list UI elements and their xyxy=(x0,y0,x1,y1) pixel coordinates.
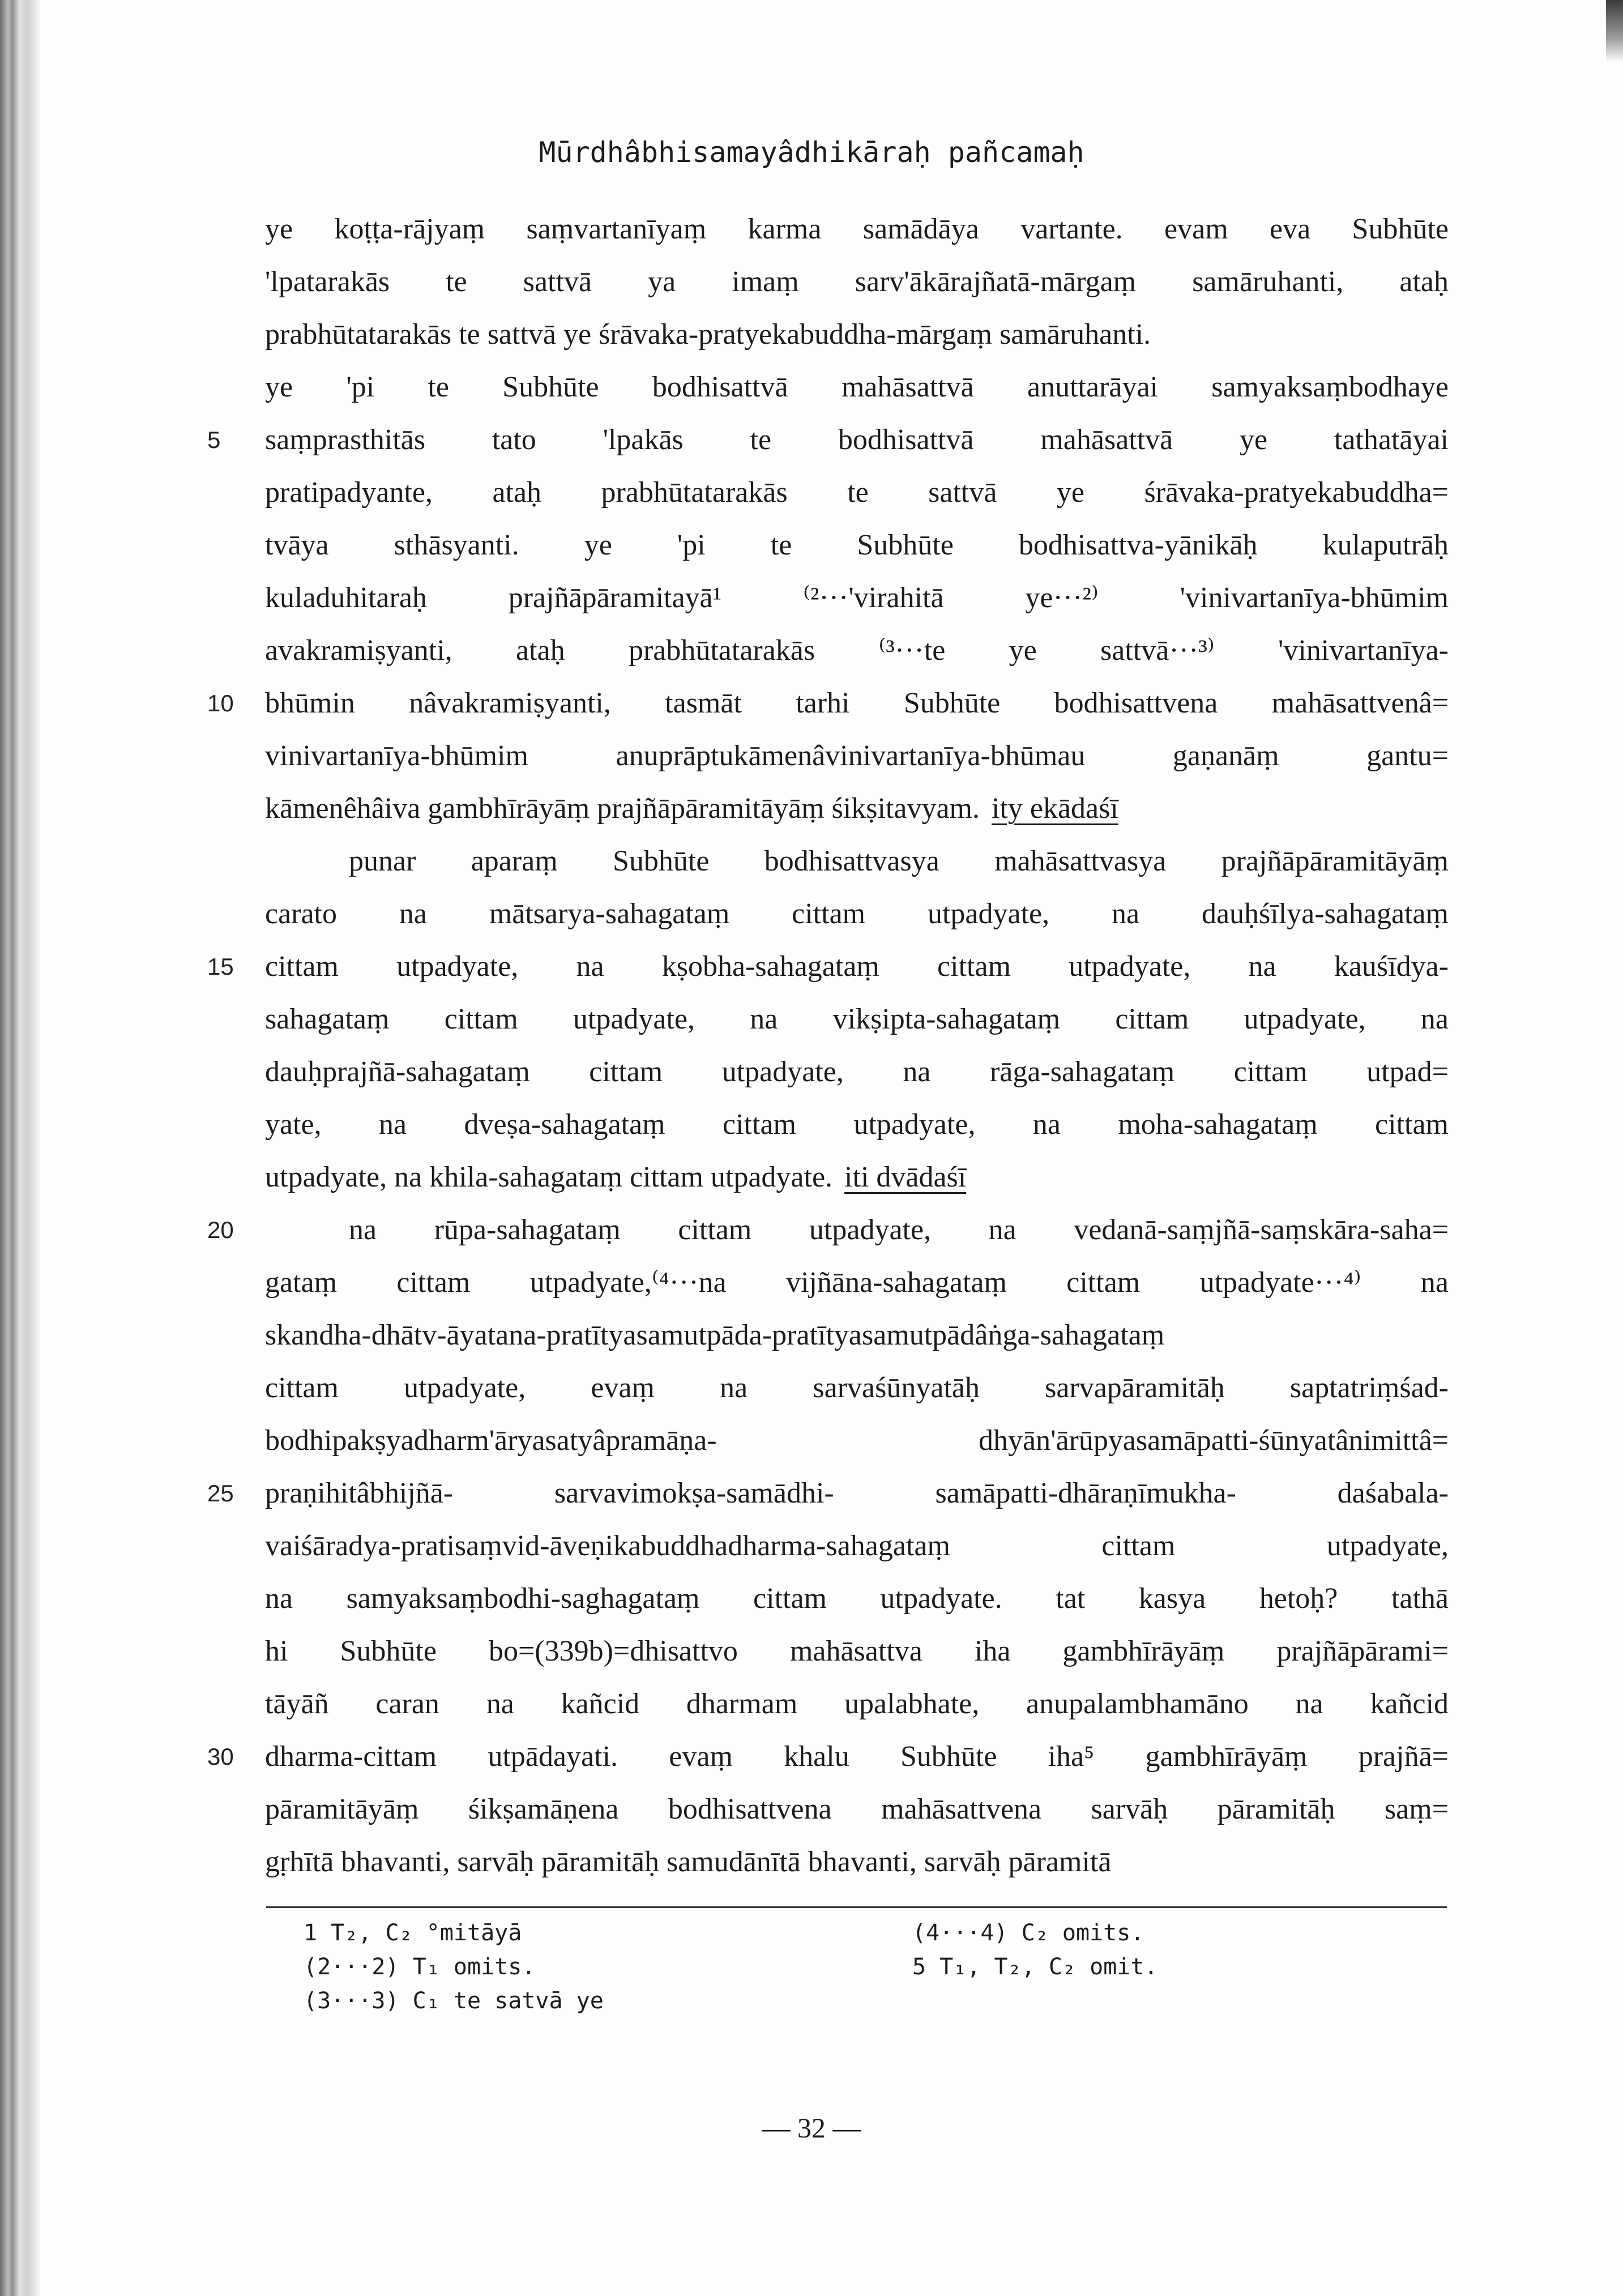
text-line xyxy=(265,993,1449,1045)
line-text: tāyāñ caran na kañcid dharmam upalabhate, anupalambhamāno na kañcid xyxy=(265,1688,1449,1720)
text-line xyxy=(207,1204,1449,1256)
line-text: hi Subhūte bo=(339b)=dhisattvo mahāsattva iha gambhīrāyāṃ prajñāpārami= xyxy=(265,1635,1449,1667)
text-line xyxy=(265,203,1449,255)
line-text: kāmenêhâiva gambhīrāyāṃ prajñāpāramitāyāṃ śikṣitavyam. xyxy=(265,792,980,825)
scan-corner-mark xyxy=(1606,0,1623,62)
text-line xyxy=(265,1309,1449,1362)
line-text: gataṃ cittam utpadyate,⁽⁴···na vijñāna-sahagataṃ cittam utpadyate···⁴⁾ na xyxy=(265,1266,1449,1299)
text-line xyxy=(265,1151,1449,1204)
body-text xyxy=(207,203,1449,1888)
text-line xyxy=(265,1098,1449,1151)
line-number: 30 xyxy=(207,1743,234,1770)
line-text: carato na mātsarya-sahagataṃ cittam utpadyate, na dauḥśīlya-sahagataṃ xyxy=(265,898,1449,930)
text-line xyxy=(265,1678,1449,1730)
text-line xyxy=(265,361,1449,413)
text-line xyxy=(265,1520,1449,1572)
line-text: bodhipakṣyadharm'āryasatyâpramāṇa- dhyān'ārūpyasamāpatti-śūnyatânimittâ= xyxy=(265,1424,1449,1457)
line-number: 15 xyxy=(207,953,234,980)
line-text: na samyaksaṃbodhi-saghagataṃ cittam utpadyate. tat kasya hetoḥ? tathā xyxy=(265,1582,1449,1615)
line-text: ye 'pi te Subhūte bodhisattvā mahāsattvā anuttarāyai samyaksaṃbodhaye xyxy=(265,371,1449,403)
line-text: avakramiṣyanti, ataḥ prabhūtatarakās ⁽³···te ye sattvā···³⁾ 'vinivartanīya- xyxy=(265,634,1449,667)
line-number: 20 xyxy=(207,1217,234,1243)
text-line xyxy=(265,571,1449,624)
text-line xyxy=(265,782,1449,835)
text-line xyxy=(265,887,1449,940)
text-line xyxy=(207,940,1449,993)
line-text: pratipadyante, ataḥ prabhūtatarakās te sattvā ye śrāvaka-pratyekabuddha= xyxy=(265,476,1449,509)
line-text: kuladuhitaraḥ prajñāpāramitayā¹ ⁽²···'virahitā ye···²⁾ 'vinivartanīya-bhūmim xyxy=(265,582,1449,614)
scan-binding-edge xyxy=(0,0,40,2296)
line-text: 'lpatarakās te sattvā ya imaṃ sarv'ākārajñatā-mārgaṃ samāruhanti, ataḥ xyxy=(265,266,1449,298)
line-text: na rūpa-sahagataṃ cittam utpadyate, na vedanā-saṃjñā-saṃskāra-saha= xyxy=(349,1214,1449,1246)
text-line xyxy=(265,1625,1449,1678)
line-number: 5 xyxy=(207,426,221,453)
text-line xyxy=(207,1467,1449,1520)
text-line xyxy=(265,729,1449,782)
text-line xyxy=(265,519,1449,571)
text-line xyxy=(265,1362,1449,1414)
footnote-5: 5 T₁, T₂, C₂ omit. xyxy=(912,1954,1158,1980)
text-line xyxy=(265,308,1449,361)
footnote-3: (3···3) C₁ te satvā ye xyxy=(304,1988,604,2014)
section-marker: iti dvādaśī xyxy=(844,1161,967,1193)
line-text: vinivartanīya-bhūmim anuprāptukāmenâvinivartanīya-bhūmau gaṇanāṃ gantu= xyxy=(265,740,1449,772)
running-head: Mūrdhâbhisamayâdhikāraḥ pañcamaḥ xyxy=(539,136,1084,169)
text-line xyxy=(265,835,1449,887)
line-text: utpadyate, na khila-sahagataṃ cittam utpadyate. xyxy=(265,1161,833,1193)
text-line xyxy=(265,1256,1449,1309)
line-text: dharma-cittam utpādayati. evaṃ khalu Subhūte iha⁵ gambhīrāyāṃ prajñā= xyxy=(265,1740,1449,1773)
line-text: skandha-dhātv-āyatana-pratītyasamutpāda-pratītyasamutpādâṅga-sahagataṃ xyxy=(265,1319,1165,1351)
page-number: — 32 — xyxy=(762,2112,861,2144)
text-line xyxy=(265,255,1449,308)
footnote-2: (2···2) T₁ omits. xyxy=(304,1954,536,1980)
text-line xyxy=(265,624,1449,677)
line-text: ye koṭṭa-rājyaṃ saṃvartanīyaṃ karma samādāya vartante. evam eva Subhūte xyxy=(265,213,1449,245)
text-line xyxy=(265,1783,1449,1836)
footnote-1: 1 T₂, C₂ °mitāyā xyxy=(304,1920,522,1946)
text-line xyxy=(265,1572,1449,1625)
line-text: pāramitāyāṃ śikṣamāṇena bodhisattvena mahāsattvena sarvāḥ pāramitāḥ saṃ= xyxy=(265,1793,1449,1825)
line-text: tvāya sthāsyanti. ye 'pi te Subhūte bodhisattva-yānikāḥ kulaputrāḥ xyxy=(265,529,1449,561)
footnote-rule xyxy=(266,1906,1447,1908)
line-text: vaiśāradya-pratisaṃvid-āveṇikabuddhadharma-sahagataṃ cittam utpadyate, xyxy=(265,1530,1449,1562)
line-text: bhūmin nâvakramiṣyanti, tasmāt tarhi Subhūte bodhisattvena mahāsattvenâ= xyxy=(265,687,1449,719)
line-text: praṇihitâbhijñā- sarvavimokṣa-samādhi- samāpatti-dhāraṇīmukha- daśabala- xyxy=(265,1477,1449,1509)
text-line xyxy=(265,1836,1449,1888)
line-text: sahagataṃ cittam utpadyate, na vikṣipta-sahagataṃ cittam utpadyate, na xyxy=(265,1003,1449,1035)
line-text: gṛhītā bhavanti, sarvāḥ pāramitāḥ samudānītā bhavanti, sarvāḥ pāramitā xyxy=(265,1846,1112,1878)
line-text: cittam utpadyate, evaṃ na sarvaśūnyatāḥ sarvapāramitāḥ saptatriṃśad- xyxy=(265,1372,1449,1404)
text-line xyxy=(207,1730,1449,1783)
footnote-4: (4···4) C₂ omits. xyxy=(912,1920,1144,1946)
line-text: dauḥprajñā-sahagataṃ cittam utpadyate, na rāga-sahagataṃ cittam utpad= xyxy=(265,1056,1449,1088)
line-text: yate, na dveṣa-sahagataṃ cittam utpadyate, na moha-sahagataṃ cittam xyxy=(265,1108,1449,1141)
line-text: prabhūtatarakās te sattvā ye śrāvaka-pratyekabuddha-mārgaṃ samāruhanti. xyxy=(265,318,1151,351)
line-text: saṃprasthitās tato 'lpakās te bodhisattvā mahāsattvā ye tathatāyai xyxy=(265,424,1449,456)
text-line xyxy=(207,413,1449,466)
line-number: 10 xyxy=(207,690,234,716)
text-line xyxy=(207,677,1449,729)
line-text: cittam utpadyate, na kṣobha-sahagataṃ cittam utpadyate, na kauśīdya- xyxy=(265,950,1449,983)
text-line xyxy=(265,1414,1449,1467)
text-line xyxy=(265,466,1449,519)
section-marker: ity ekādaśī xyxy=(991,792,1118,825)
line-text: punar aparaṃ Subhūte bodhisattvasya mahāsattvasya prajñāpāramitāyāṃ xyxy=(349,845,1449,877)
line-number: 25 xyxy=(207,1480,234,1507)
text-line xyxy=(265,1045,1449,1098)
